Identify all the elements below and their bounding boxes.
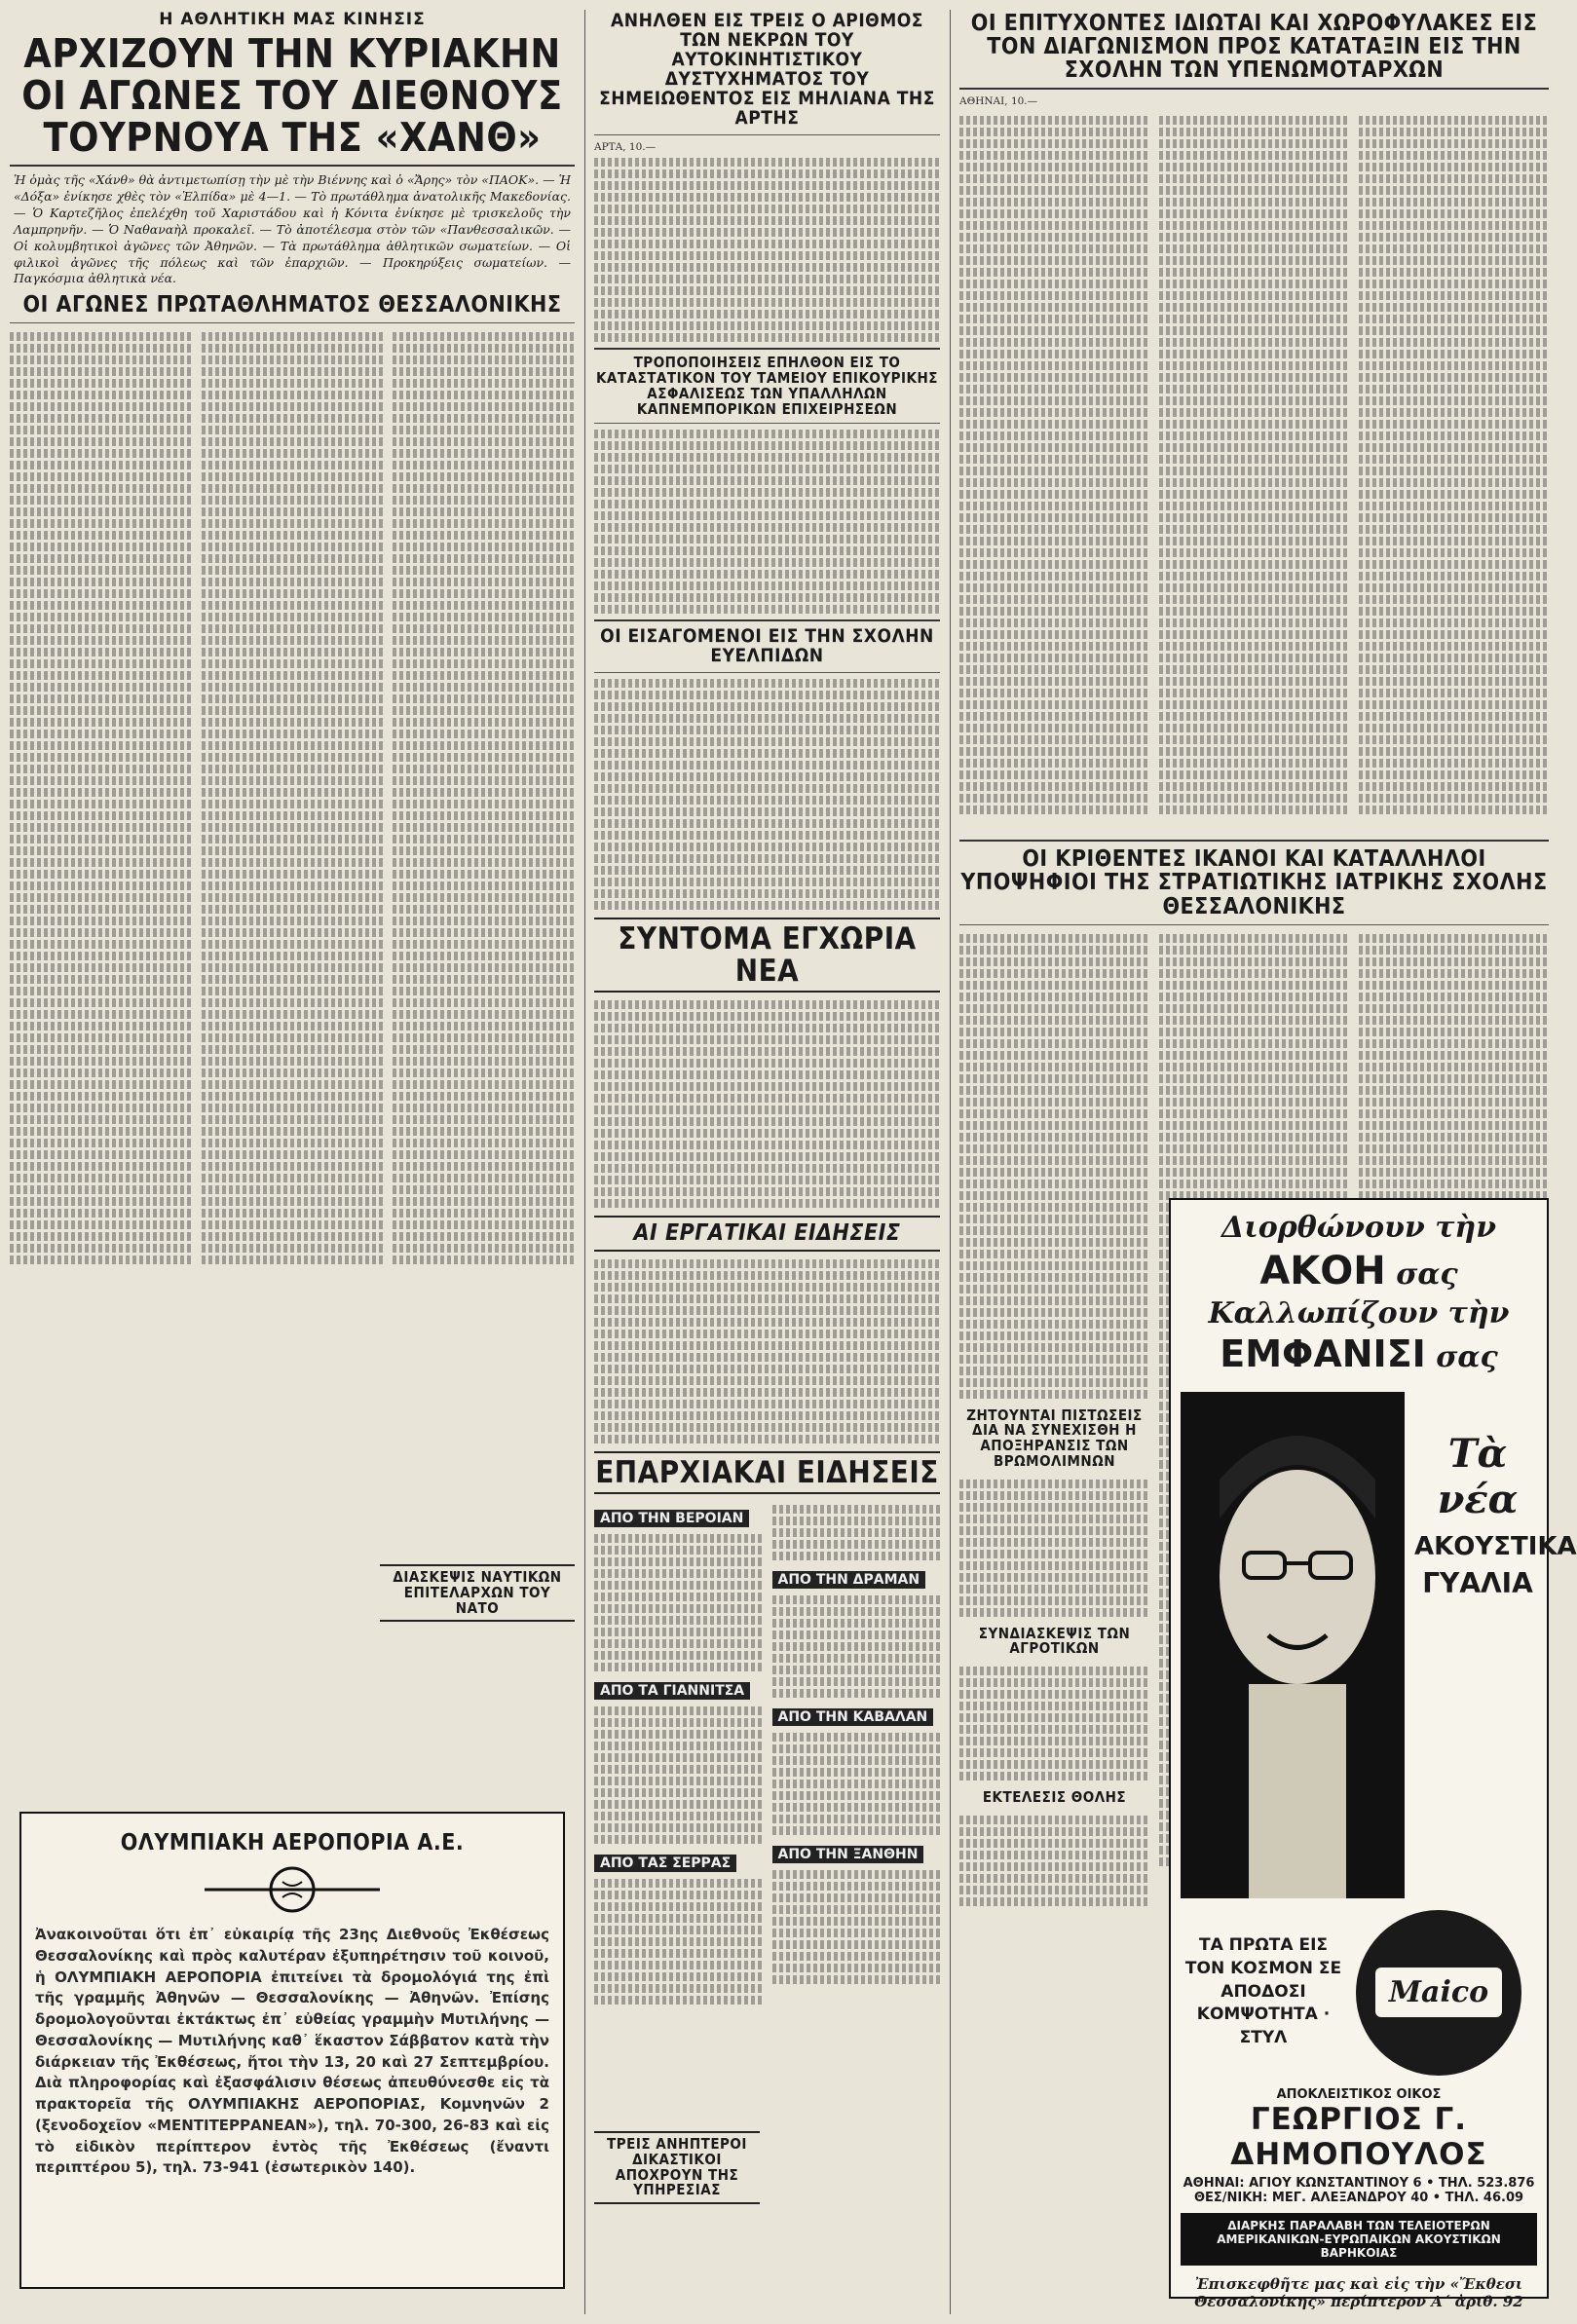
ad-line-1a: Διορθώνουν τὴν [1220, 1211, 1497, 1245]
provincial-body [594, 1502, 940, 2007]
woman-portrait-icon [1181, 1392, 1405, 1898]
airline-logo-icon [195, 1860, 390, 1919]
execution-headline: ΕΚΤΕΛΕΣΙΣ ΘΟΛΗΣ [982, 1788, 1127, 1807]
farmers-headline: ΣΥΝΔΙΑΣΚΕΨΙΣ ΤΩΝ ΑΓΡΟΤΙΚΩΝ [978, 1624, 1131, 1658]
ad-tagline [1414, 1430, 1577, 1599]
ad-address-thessaloniki: ΘΕΣ/ΝΙΚΗ: ΜΕΓ. ΑΛΕΞΑΝΔΡΟΥ 40 • ΤΗΛ. 46.09 [1193, 2190, 1524, 2205]
judges-headline: ΤΡΕΙΣ ΑΝΗΠΤΕΡΟΙ ΔΙΚΑΣΤΙΚΟΙ ΑΠΟΧΡΟΥΝ ΤΗΣ ΥΠΗΡΕΣΙΑΣ [594, 2131, 760, 2204]
labor-news-headline: ΑΙ ΕΡΓΑΤΙΚΑΙ ΕΙΔΗΣΕΙΣ [594, 1216, 940, 1251]
ad-tagline-3: ΓΥΑΛΙΑ [1422, 1566, 1533, 1599]
ad-tagline-2: ΑΚΟΥΣΤΙΚΑ [1414, 1531, 1577, 1561]
local-news-headline: ΣΥΝΤΟΜΑ ΕΓΧΩΡΙΑ ΝΕΑ [594, 918, 940, 993]
ad-illustration [1181, 1392, 1577, 1898]
divider [10, 165, 575, 167]
ad-footer: Ἐπισκεφθῆτε μας καὶ εἰς τὴν «Ἔκθεσι Θεσσαλονίκης» περίπτερον Α΄ ἀριθ. 92 [1194, 2274, 1523, 2310]
ad-title: ΟΛΥΜΠΙΑΚΗ ΑΕΡΟΠΟΡΙΑ Α.Ε. [120, 1830, 465, 1855]
ad-line-2 [1181, 1295, 1537, 1378]
section-label: ΑΠΟ ΤΑ ΓΙΑΝΝΙΤΣΑ [594, 1682, 750, 1700]
ad-line-2b: ΕΜΦΑΝΙΣΙ [1220, 1332, 1426, 1375]
provincial-news-headline: ΕΠΑΡΧΙΑΚΑΙ ΕΙΔΗΣΕΙΣ [594, 1451, 940, 1495]
ad-banner: ΔΙΑΡΚΗΣ ΠΑΡΑΛΑΒΗ ΤΩΝ ΤΕΛΕΙΟΤΕΡΩΝ ΑΜΕΡΙΚΑΝΙΚΩΝ-ΕΥΡΩΠΑΙΚΩΝ ΑΚΟΥΣΤΙΚΩΝ ΒΑΡΗΚΟΙΑΣ [1181, 2213, 1537, 2266]
main-headline: ΑΡΧΙΖΟΥΝ ΤΗΝ ΚΥΡΙΑΚΗΝ ΟΙ ΑΓΩΝΕΣ ΤΟΥ ΔΙΕΘΝΟΥΣ ΤΟΥΡΝΟΥΑ ΤΗΣ «ΧΑΝΘ» [21, 30, 563, 162]
sports-lead: Ἡ ὁμὰς τῆς «Χάνθ» θὰ ἀντιμετωπίσῃ τὴν μὲ τὴν Βιέννης καὶ ὁ «Ἄρης» τὸν «ΠΑΟΚ». — Ἡ «Δόξα» ἐνίκησε χθὲς τὸν «Ἐλπίδα» μὲ 4—1. — Τὸ πρωτάθλημα ἀνατολικῆς Μακεδονίας. — Ὁ Καρτεζῆλος ἐπελέχθη τοῦ Χαριστάδου καὶ ἡ Κόνιτα ἐνίκησε μὲ τρισκελοῦς τὴν Λαμπρηνῆν. — Ὁ Ναθαναὴλ προκαλεῖ. — Τὸ ἀποτέλεσμα στὸν τῶν «Πανθεσσαλικῶν. — Οἱ κολυμβητικοὶ ἀγῶνες τῶν Ἀθηνῶν. — Τὰ πρωτάθλημα ἀθλητικῶν σωματείων. — Οἱ φιλικοὶ ἀγῶνες τῆς πόλεως καὶ τῶν ἐπαρχιῶν. — Προκηρύξεις σωματείων. — Παγκόσμια ἀθλητικὰ νέα. [14, 172, 571, 286]
maico-logo: Maico [1375, 1968, 1502, 2017]
medical-school-headline: ΟΙ ΚΡΙΘΕΝΤΕΣ ΙΚΑΝΟΙ ΚΑΙ ΚΑΤΑΛΛΗΛΟΙ ΥΠΟΨΗΦΙΟΙ ΤΗΣ ΣΤΡΑΤΙΩΤΙΚΗΣ ΙΑΤΡΙΚΗΣ ΣΧΟΛΗΣ ΘΕΣΣΑΛΟΝΙΚΗΣ [960, 846, 1548, 919]
cadets-headline: ΟΙ ΕΙΣΑΓΟΜΕΝΟΙ ΕΙΣ ΤΗΝ ΣΧΟΛΗΝ ΕΥΕΛΠΙΔΩΝ [600, 625, 934, 667]
section-label: ΑΠΟ ΤΗΝ ΚΑΒΑΛΑΝ [772, 1708, 934, 1726]
sports-body [10, 329, 575, 1342]
section-label: ΑΠΟ ΤΗΝ ΔΡΑΜΑΝ [772, 1571, 926, 1589]
sports-subhead: ΟΙ ΑΓΩΝΕΣ ΠΡΩΤΑΘΛΗΜΑΤΟΣ ΘΕΣΣΑΛΟΝΙΚΗΣ [22, 292, 562, 319]
fund-headline: ΤΡΟΠΟΠΟΙΗΣΕΙΣ ΕΠΗΛΘΟΝ ΕΙΣ ΤΟ ΚΑΤΑΣΤΑΤΙΚΟΝ ΤΟΥ ΤΑΜΕΙΟΥ ΕΠΙΚΟΥΡΙΚΗΣ ΑΣΦΑΛΙΣΕΩΣ ΤΩΝ ΥΠΑΛΛΗΛΩΝ ΚΑΠΝΕΜΠΟΡΙΚΩΝ ΕΠΙΧΕΙΡΗΣΕΩΝ [595, 354, 939, 418]
ad-tagline-1: Τὰ νέα [1437, 1430, 1519, 1522]
divider [10, 322, 575, 323]
ad-line-1c: σας [1396, 1256, 1458, 1292]
ad-address-athens: ΑΘΗΝΑΙ: ΑΓΙΟΥ ΚΩΝΣΤΑΝΤΙΝΟΥ 6 • ΤΗΛ. 523.876 [1183, 2175, 1535, 2191]
dateline: ΑΘΗΝΑΙ, 10.— [959, 95, 1038, 108]
text-block [202, 329, 384, 1342]
section-label: ΑΠΟ ΤΗΝ ΒΕΡΟΙΑΝ [594, 1510, 749, 1527]
hearing-aid-ad [1169, 1198, 1577, 2310]
news-column [594, 0, 940, 2199]
ad-line-1b: ΑΚΟΗ [1259, 1248, 1386, 1293]
section-label: ΑΠΟ ΤΑΣ ΣΕΡΡΑΣ [594, 1855, 736, 1872]
accident-headline: ΑΝΗΛΘΕΝ ΕΙΣ ΤΡΕΙΣ Ο ΑΡΙΘΜΟΣ ΤΩΝ ΝΕΚΡΩΝ ΤΟΥ ΑΥΤΟΚΙΝΗΤΙΣΤΙΚΟΥ ΔΥΣΤΥΧΗΜΑΤΟΣ ΤΟΥ ΣΗΜΕΙΩΘΕΝΤΟΣ ΕΙΣ ΜΗΛΙΑΝΑ ΤΗΣ ΑΡΤΗΣ [599, 10, 935, 129]
section-kicker: Η ΑΘΛΗΤΙΚΗ ΜΑΣ ΚΙΝΗΣΙΣ [159, 10, 426, 29]
ad-line-2a: Καλλωπίζουν τὴν [1208, 1295, 1510, 1331]
ad-house-label: ΑΠΟΚΛΕΙΣΤΙΚΟΣ ΟΙΚΟΣ [1276, 2086, 1442, 2102]
nato-headline: ΔΙΑΣΚΕΨΙΣ ΝΑΥΤΙΚΩΝ ΕΠΙΤΕΛΑΡΧΩΝ ΤΟΥ ΝΑΤΟ [380, 1564, 575, 1622]
drainage-headline: ΖΗΤΟΥΝΤΑΙ ΠΙΣΤΩΣΕΙΣ ΔΙΑ ΝΑ ΣΥΝΕΧΙΣΘΗ Η ΑΠΟΞΗΡΑΝΣΙΣ ΤΩΝ ΒΡΩΜΟΛΙΜΝΩΝ [966, 1406, 1143, 1470]
column-rule [950, 10, 951, 2314]
ad-brand-row [1181, 1910, 1537, 2076]
lists-column [959, 0, 1577, 2310]
ad-body: Ἀνακοινοῦται ὅτι ἐπ᾽ εὐκαιρίᾳ τῆς 23ης Διεθνοῦς Ἐκθέσεως Θεσσαλονίκης καὶ πρὸς καλυτέραν ἐξυπηρέτησιν τοῦ κοινοῦ, ἡ ΟΛΥΜΠΙΑΚΗ ΑΕΡΟΠΟΡΙΑ ἐπιτείνει τὰ δρομολόγιά της ἐπὶ τῆς γραμμῆς Ἀθηνῶν — Θεσσαλονίκης — Ἀθηνῶν. Ἐπίσης δρομολογοῦνται ἐκτάκτως ἐπ᾽ εὐθείας γραμμὴν Μυτιλήνης — Θεσσαλονίκης — Μυτιλήνης καθ᾽ ἕκαστον Σάββατον κατὰ τὴν διάρκειαν τῆς Ἐκθέσεως, ἤτοι τὴν 13, 20 καὶ 27 Σεπτεμβρίου. Διὰ πληροφορίας καὶ ἐξασφάλισιν θέσεως ἀπευθύνεσθε εἰς τὰ πρακτορεῖα τῆς ΟΛΥΜΠΙΑΚΗΣ ΑΕΡΟΠΟΡΙΑΣ, Κομνηνῶν 2 (ξενοδοχεῖον «ΜΕΝΤΙΤΕΡΡΑΝΕΑΝ»), τηλ. 70-300, 26-83 καὶ εἰς τὸ εἰδικὸν περίπτερον ἐντὸς τῆς Ἐκθέσεως (ἔναντι περιπτέρου 5), τηλ. 73-941 (ἐσωτερικὸν 140). [35, 1926, 549, 2177]
nato-box [380, 1556, 575, 1630]
ad-claim: ΤΑ ΠΡΩΤΑ ΕΙΣ ΤΟΝ ΚΟΣΜΟΝ ΣΕ ΑΠΟΔΟΣΙ ΚΟΜΨΟΤΗΤΑ · ΣΤΥΛ [1184, 1935, 1342, 2048]
gendarmerie-headline: ΟΙ ΕΠΙΤΥΧΟΝΤΕΣ ΙΔΙΩΤΑΙ ΚΑΙ ΧΩΡΟΦΥΛΑΚΕΣ ΕΙΣ ΤΟΝ ΔΙΑΓΩΝΙΣΜΟΝ ΠΡΟΣ ΚΑΤΑΤΑΞΙΝ ΕΙΣ ΤΗΝ ΣΧΟΛΗΝ ΤΩΝ ΥΠΕΝΩΜΟΤΑΡΧΩΝ [970, 11, 1538, 84]
column-rule [584, 10, 585, 2314]
maico-badge [1356, 1910, 1521, 2076]
olympic-airways-ad [19, 1812, 565, 2289]
names-list [959, 113, 1549, 834]
sports-column [10, 0, 575, 2177]
dateline: ΑΡΤΑ, 10.— [594, 140, 657, 153]
ad-line-1 [1181, 1210, 1537, 1295]
ad-house-name: ΓΕΩΡΓΙΟΣ Γ. ΔΗΜΟΠΟΥΛΟΣ [1230, 2101, 1487, 2172]
text-block [10, 329, 192, 1342]
text-block [393, 329, 575, 1342]
ad-line-2c: σας [1436, 1340, 1498, 1374]
section-label: ΑΠΟ ΤΗΝ ΞΑΝΘΗΝ [772, 1846, 924, 1863]
